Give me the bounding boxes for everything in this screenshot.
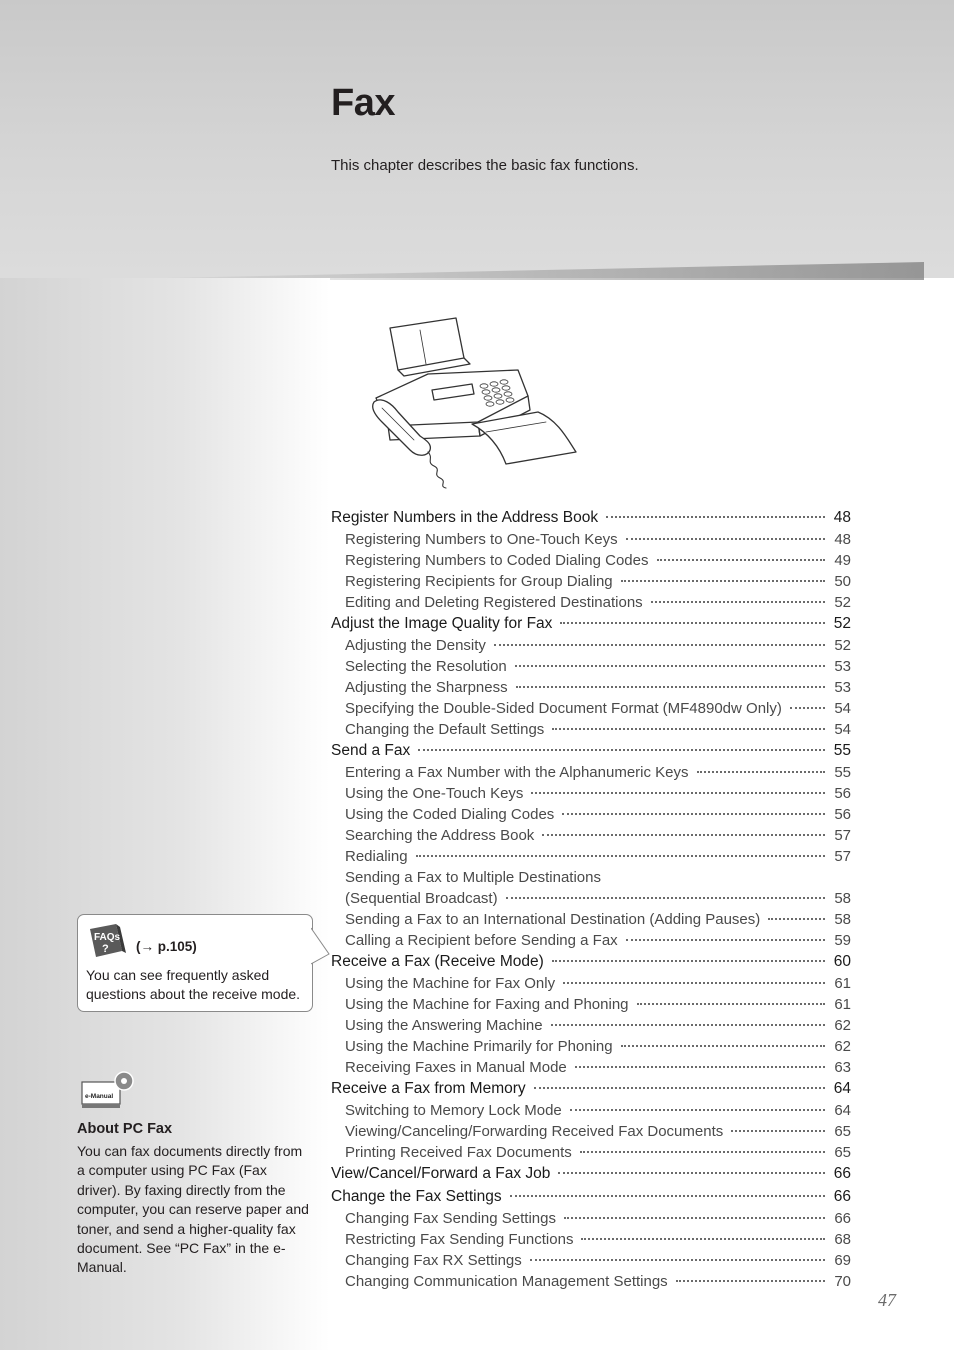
toc-subsection-entry[interactable]	[331, 762, 851, 783]
toc-dot-leader	[676, 1280, 825, 1282]
toc-page-number: 52	[834, 594, 851, 611]
toc-subsection-entry[interactable]	[331, 1271, 851, 1292]
toc-section-entry[interactable]	[331, 1186, 851, 1208]
toc-page-number: 69	[834, 1252, 851, 1269]
toc-subsection-entry[interactable]	[331, 1100, 851, 1121]
toc-dot-leader	[551, 1024, 825, 1026]
toc-page-number: 52	[834, 637, 851, 654]
toc-entry-label: Using the Coded Dialing Codes	[345, 806, 555, 823]
toc-page-number: 52	[833, 615, 851, 632]
toc-page-number: 62	[834, 1017, 851, 1034]
toc-entry-label: Restricting Fax Sending Functions	[345, 1231, 574, 1248]
toc-entry-label: Printing Received Fax Documents	[345, 1144, 572, 1161]
toc-dot-leader	[542, 834, 825, 836]
toc-section-entry[interactable]	[331, 507, 851, 529]
toc-subsection-entry[interactable]	[331, 656, 851, 677]
faq-description: You can see frequently asked questions about the receive mode.	[86, 967, 301, 1002]
e-manual-icon-label: e-Manual	[85, 1093, 114, 1100]
toc-page-number: 49	[834, 552, 851, 569]
toc-entry-label: Selecting the Resolution	[345, 658, 507, 675]
toc-page-number: 66	[833, 1165, 851, 1182]
toc-entry-label: Using the Machine for Fax Only	[345, 975, 556, 992]
toc-dot-leader	[515, 665, 825, 667]
toc-dot-leader	[657, 559, 826, 561]
toc-entry-label: Changing Fax Sending Settings	[345, 1210, 556, 1227]
toc-entry-label: Changing Fax RX Settings	[345, 1252, 522, 1269]
toc-entry-label: Receiving Faxes in Manual Mode	[345, 1059, 567, 1076]
toc-page-number: 50	[834, 573, 851, 590]
faq-badge-label: FAQs	[94, 932, 121, 943]
toc-subsection-entry[interactable]	[331, 994, 851, 1015]
toc-subsection-entry[interactable]	[331, 677, 851, 698]
toc-dot-leader	[552, 728, 825, 730]
toc-subsection-entry[interactable]	[331, 1015, 851, 1036]
toc-dot-leader	[416, 855, 825, 857]
table-of-contents	[331, 507, 851, 1292]
toc-page-number: 66	[833, 1188, 851, 1205]
toc-subsection-entry[interactable]	[331, 1208, 851, 1229]
toc-dot-leader	[580, 1151, 825, 1153]
toc-dot-leader	[768, 918, 825, 920]
toc-page-number: 60	[833, 953, 851, 970]
toc-subsection-entry[interactable]	[331, 635, 851, 656]
toc-entry-label: Sending a Fax to an International Destination (Adding Pauses)	[345, 911, 761, 928]
toc-page-number: 53	[834, 658, 851, 675]
toc-dot-leader	[494, 644, 825, 646]
toc-dot-leader	[534, 1087, 825, 1089]
toc-dot-leader	[637, 1003, 825, 1005]
toc-subsection-entry[interactable]	[331, 1142, 851, 1163]
toc-subsection-entry[interactable]	[331, 698, 851, 719]
toc-entry-label: Entering a Fax Number with the Alphanumeric Keys	[345, 764, 689, 781]
toc-entry-label: Switching to Memory Lock Mode	[345, 1102, 562, 1119]
toc-entry-label: Viewing/Canceling/Forwarding Received Fax Documents	[345, 1123, 724, 1140]
toc-entry-label: Send a Fax	[331, 742, 411, 759]
toc-subsection-entry[interactable]	[331, 1250, 851, 1271]
toc-dot-leader	[506, 897, 825, 899]
pc-fax-heading: About PC Fax	[77, 1121, 173, 1137]
toc-dot-leader	[531, 792, 825, 794]
pc-fax-description: You can fax documents directly from a computer using PC Fax (Fax driver). By faxing directly from the computer, you can reserve paper and toner, and send a higher-quality fax document. See “PC Fax” in the e-Manual.	[77, 1143, 309, 1276]
toc-entry-label: Searching the Address Book	[345, 827, 535, 844]
toc-page-number: 58	[834, 890, 851, 907]
toc-subsection-entry[interactable]	[331, 1057, 851, 1078]
toc-entry-label: Adjusting the Sharpness	[345, 679, 508, 696]
toc-entry-label: Calling a Recipient before Sending a Fax	[345, 932, 618, 949]
toc-entry-label: Registering Numbers to Coded Dialing Codes	[345, 552, 649, 569]
toc-page-number: 57	[834, 848, 851, 865]
toc-dot-leader	[731, 1130, 825, 1132]
toc-entry-label: Using the Machine Primarily for Phoning	[345, 1038, 613, 1055]
toc-entry-label: Using the Answering Machine	[345, 1017, 543, 1034]
faq-callout[interactable]	[77, 914, 313, 1012]
toc-dot-leader	[564, 1217, 825, 1219]
toc-entry-label: View/Cancel/Forward a Fax Job	[331, 1165, 551, 1182]
faq-page-reference[interactable]: (→ p.105)	[136, 939, 197, 954]
toc-page-number: 66	[834, 1210, 851, 1227]
toc-dot-leader	[621, 1045, 825, 1047]
toc-subsection-entry[interactable]	[331, 550, 851, 571]
toc-page-number: 58	[834, 911, 851, 928]
toc-dot-leader	[697, 771, 826, 773]
toc-section-entry[interactable]	[331, 1163, 851, 1185]
faq-icon	[86, 921, 126, 961]
toc-subsection-entry[interactable]	[331, 909, 851, 930]
toc-subsection-entry[interactable]	[331, 571, 851, 592]
toc-page-number: 54	[834, 700, 851, 717]
toc-dot-leader	[516, 686, 825, 688]
toc-dot-leader	[558, 1172, 825, 1174]
faq-badge-question: ?	[102, 943, 109, 955]
toc-page-number: 48	[834, 531, 851, 548]
toc-entry-label: Redialing	[345, 848, 408, 865]
toc-subsection-entry[interactable]	[331, 888, 851, 909]
e-manual-icon	[80, 1070, 136, 1114]
toc-page-number: 64	[834, 1102, 851, 1119]
toc-dot-leader	[575, 1066, 825, 1068]
toc-entry-label: Using the One-Touch Keys	[345, 785, 524, 802]
toc-entry-label: Adjusting the Density	[345, 637, 486, 654]
toc-dot-leader	[606, 516, 825, 518]
toc-page-number: 54	[834, 721, 851, 738]
toc-subsection-entry[interactable]	[331, 1036, 851, 1057]
toc-dot-leader	[510, 1195, 825, 1197]
toc-page-number: 56	[834, 806, 851, 823]
toc-page-number: 61	[834, 996, 851, 1013]
toc-section-entry[interactable]	[331, 951, 851, 973]
toc-page-number: 48	[833, 509, 851, 526]
toc-dot-leader	[552, 960, 825, 962]
toc-dot-leader	[563, 982, 825, 984]
toc-entry-label: (Sequential Broadcast)	[345, 890, 498, 907]
chapter-title: Fax	[331, 82, 395, 124]
toc-entry-label: Specifying the Double-Sided Document Format (MF4890dw Only)	[345, 700, 782, 717]
toc-subsection-entry[interactable]	[331, 804, 851, 825]
toc-page-number: 68	[834, 1231, 851, 1248]
toc-section-entry[interactable]	[331, 613, 851, 635]
toc-section-entry[interactable]	[331, 1078, 851, 1100]
toc-page-number: 63	[834, 1059, 851, 1076]
toc-page-number: 53	[834, 679, 851, 696]
toc-dot-leader	[626, 939, 825, 941]
toc-page-number: 70	[834, 1273, 851, 1290]
toc-subsection-entry[interactable]	[331, 719, 851, 740]
toc-subsection-entry[interactable]	[331, 825, 851, 846]
toc-dot-leader	[530, 1259, 825, 1261]
toc-entry-label: Changing the Default Settings	[345, 721, 545, 738]
toc-subsection-entry[interactable]	[331, 867, 851, 888]
toc-dot-leader	[562, 813, 825, 815]
toc-entry-label: Receive a Fax from Memory	[331, 1080, 526, 1097]
page-number: 47	[878, 1290, 896, 1310]
toc-dot-leader	[570, 1109, 825, 1111]
toc-page-number: 57	[834, 827, 851, 844]
chapter-header-band	[0, 0, 954, 278]
faq-callout-pointer	[311, 926, 331, 966]
toc-page-number: 64	[833, 1080, 851, 1097]
toc-entry-label: Receive a Fax (Receive Mode)	[331, 953, 544, 970]
chapter-subtitle: This chapter describes the basic fax functions.	[331, 157, 639, 174]
toc-dot-leader	[581, 1238, 825, 1240]
toc-subsection-entry[interactable]	[331, 930, 851, 951]
toc-dot-leader	[560, 622, 825, 624]
toc-entry-label: Registering Numbers to One-Touch Keys	[345, 531, 618, 548]
toc-page-number: 65	[834, 1144, 851, 1161]
toc-entry-label: Adjust the Image Quality for Fax	[331, 615, 553, 632]
toc-dot-leader	[790, 707, 825, 709]
toc-entry-label: Registering Recipients for Group Dialing	[345, 573, 613, 590]
toc-page-number: 65	[834, 1123, 851, 1140]
toc-page-number: 62	[834, 1038, 851, 1055]
toc-subsection-entry[interactable]	[331, 1229, 851, 1250]
toc-dot-leader	[651, 601, 825, 603]
toc-subsection-entry[interactable]	[331, 846, 851, 867]
toc-page-number: 61	[834, 975, 851, 992]
toc-entry-label: Change the Fax Settings	[331, 1188, 502, 1205]
toc-subsection-entry[interactable]	[331, 973, 851, 994]
toc-dot-leader	[626, 538, 825, 540]
toc-subsection-entry[interactable]	[331, 592, 851, 613]
toc-entry-label: Editing and Deleting Registered Destinations	[345, 594, 643, 611]
toc-dot-leader	[621, 580, 825, 582]
toc-page-number: 55	[833, 742, 851, 759]
toc-subsection-entry[interactable]	[331, 529, 851, 550]
toc-subsection-entry[interactable]	[331, 783, 851, 804]
toc-page-number: 55	[834, 764, 851, 781]
toc-section-entry[interactable]	[331, 740, 851, 762]
toc-entry-label: Using the Machine for Faxing and Phoning	[345, 996, 629, 1013]
toc-page-number: 56	[834, 785, 851, 802]
toc-entry-label: Changing Communication Management Settings	[345, 1273, 668, 1290]
toc-entry-label: Sending a Fax to Multiple Destinations	[345, 869, 601, 886]
toc-page-number: 59	[834, 932, 851, 949]
toc-subsection-entry[interactable]	[331, 1121, 851, 1142]
fax-machine-illustration	[368, 312, 582, 492]
toc-entry-label: Register Numbers in the Address Book	[331, 509, 599, 526]
toc-dot-leader	[418, 749, 825, 751]
